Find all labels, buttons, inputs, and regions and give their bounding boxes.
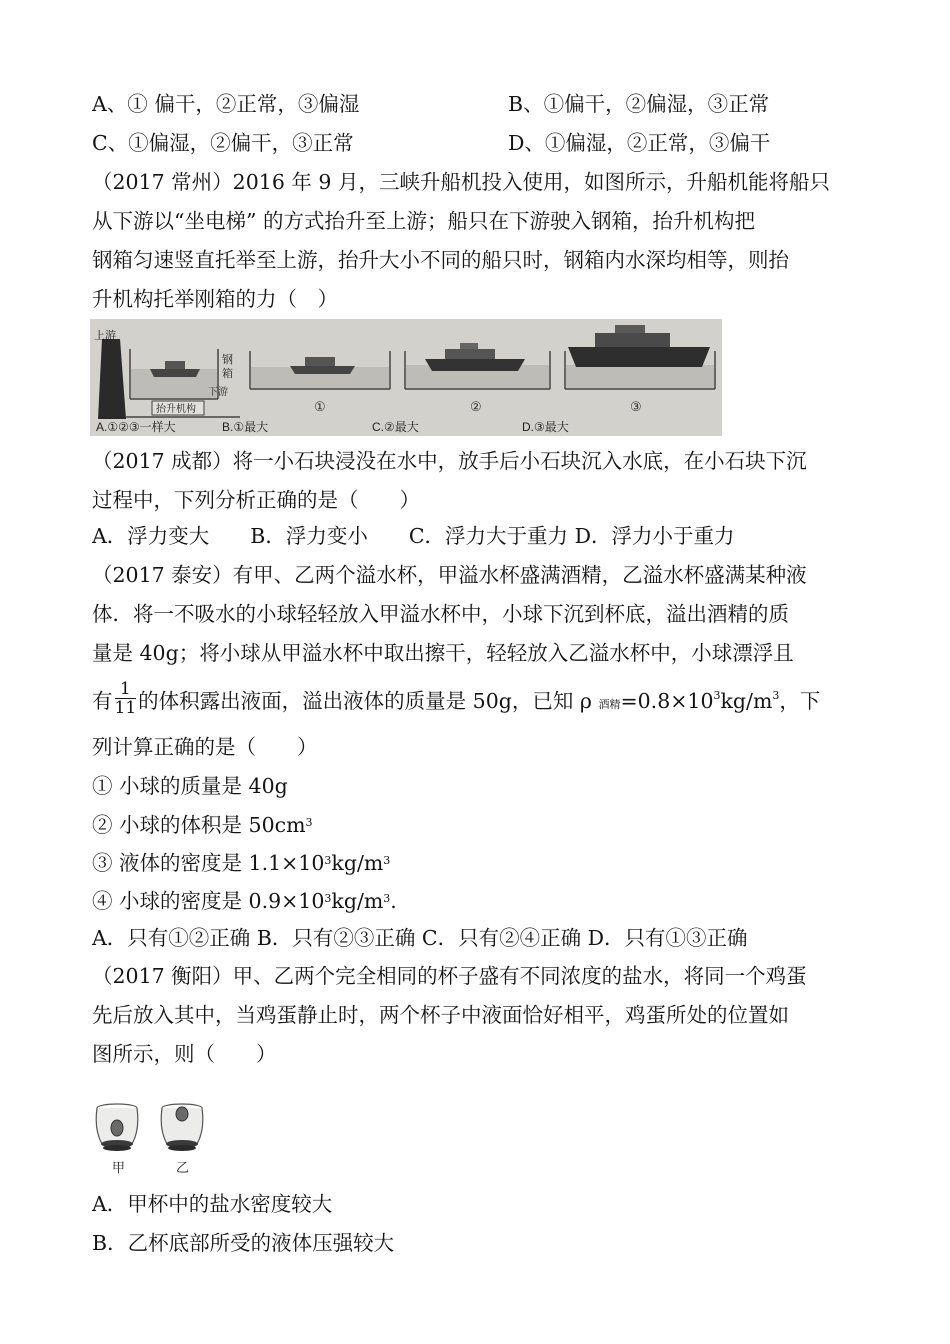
- options-line: A．只有①②正确 B．只有②③正确 C．只有②④正确 D．只有①③正确: [92, 926, 748, 950]
- statement-item: ① 小球的质量是 40g: [92, 774, 288, 798]
- label-panel-1: ①: [314, 399, 326, 414]
- question-text-line: 从下游以“坐电梯” 的方式抬升至上游；船只在下游驶入钢箱，抬升机构把: [92, 209, 755, 233]
- question-text-line: 先后放入其中，当鸡蛋静止时，两个杯子中液面恰好相平，鸡蛋所处的位置如: [92, 1003, 789, 1027]
- fraction-one-eleventh: $\frac{1}{11}$: [114, 679, 137, 718]
- options-line: A．浮力变大 B．浮力变小 C．浮力大于重力 D．浮力小于重力: [92, 524, 735, 548]
- cup-yi: [161, 1104, 203, 1175]
- figure-option-c: C.②最大: [372, 420, 419, 434]
- question-text-line: 升机构托举刚箱的力（ ）: [92, 287, 338, 311]
- option-b: B．乙杯底部所受的液体压强较大: [92, 1231, 395, 1255]
- figure-option-b: B.①最大: [222, 420, 269, 434]
- label-box: 箱: [222, 368, 233, 380]
- question-text-line: 体．将一不吸水的小球轻轻放入甲溢水杯中，小球下沉到杯底，溢出酒精的质: [92, 602, 789, 626]
- figure-option-d: D.③最大: [522, 420, 569, 434]
- egg-jia: [111, 1120, 123, 1136]
- label-lift-mechanism: 抬升机构: [156, 404, 196, 415]
- cup-jia: [96, 1104, 138, 1175]
- label-steel: 钢: [222, 354, 233, 366]
- question-text-line: 过程中，下列分析正确的是（ ）: [92, 488, 420, 512]
- option-d: D、①偏湿，②正常，③偏干: [508, 131, 771, 155]
- question-text-line: 钢箱匀速竖直托举至上游，抬升大小不同的船只时，钢箱内水深均相等，则抬: [92, 248, 789, 272]
- egg-yi: [176, 1107, 188, 1121]
- question-text-line: （2017 泰安）有甲、乙两个溢水杯，甲溢水杯盛满酒精，乙溢水杯盛满某种液: [92, 563, 807, 587]
- label-yi: 乙: [176, 1160, 190, 1175]
- statement-item: ④ 小球的密度是 $0.9\times 10^3kg/m^3$.: [92, 889, 397, 913]
- statement-item: ② 小球的体积是 $50cm^3$: [92, 813, 313, 837]
- label-downstream: 下游: [208, 387, 228, 398]
- question-text-line: （2017 衡阳）甲、乙两个完全相同的杯子盛有不同浓度的盐水，将同一个鸡蛋: [92, 964, 807, 988]
- egg-cups-figure: [92, 1100, 217, 1180]
- option-c: C、①偏湿，②偏干，③正常: [92, 131, 354, 155]
- question-text-line: （2017 常州）2016 年 9 月，三峡升船机投入使用，如图所示，升船机能将船只: [92, 170, 830, 194]
- question-text-line: （2017 成都）将一小石块浸没在水中，放手后小石块沉入水底，在小石块下沉: [92, 449, 807, 473]
- option-b: B、①偏干，②偏湿，③正常: [508, 92, 770, 116]
- option-a: A、① 偏干，②正常，③偏湿: [92, 92, 360, 116]
- ship-lift-figure: [90, 319, 722, 436]
- label-panel-3: ③: [630, 399, 642, 414]
- figure-option-a: A.①②③一样大: [96, 420, 176, 434]
- option-a: A．甲杯中的盐水密度较大: [92, 1192, 333, 1216]
- label-upstream: 上游: [94, 330, 116, 342]
- label-panel-2: ②: [470, 399, 482, 414]
- question-text-line: 量是 40g；将小球从甲溢水杯中取出擦干，轻轻放入乙溢水杯中，小球漂浮且: [92, 641, 794, 665]
- question-text-line-fraction: 有 $\frac{1}{11}$ 的体积露出液面，溢出液体的质量是 50g，已知 ρ 酒精$=0.8\times 10^3kg/m^3$，下: [92, 679, 821, 718]
- question-text-line: 列计算正确的是（ ）: [92, 735, 318, 759]
- statement-item: ③ 液体的密度是 $1.1\times 10^3kg/m^3$: [92, 851, 391, 875]
- label-jia: 甲: [112, 1160, 126, 1175]
- question-text-line: 图所示，则（ ）: [92, 1042, 277, 1066]
